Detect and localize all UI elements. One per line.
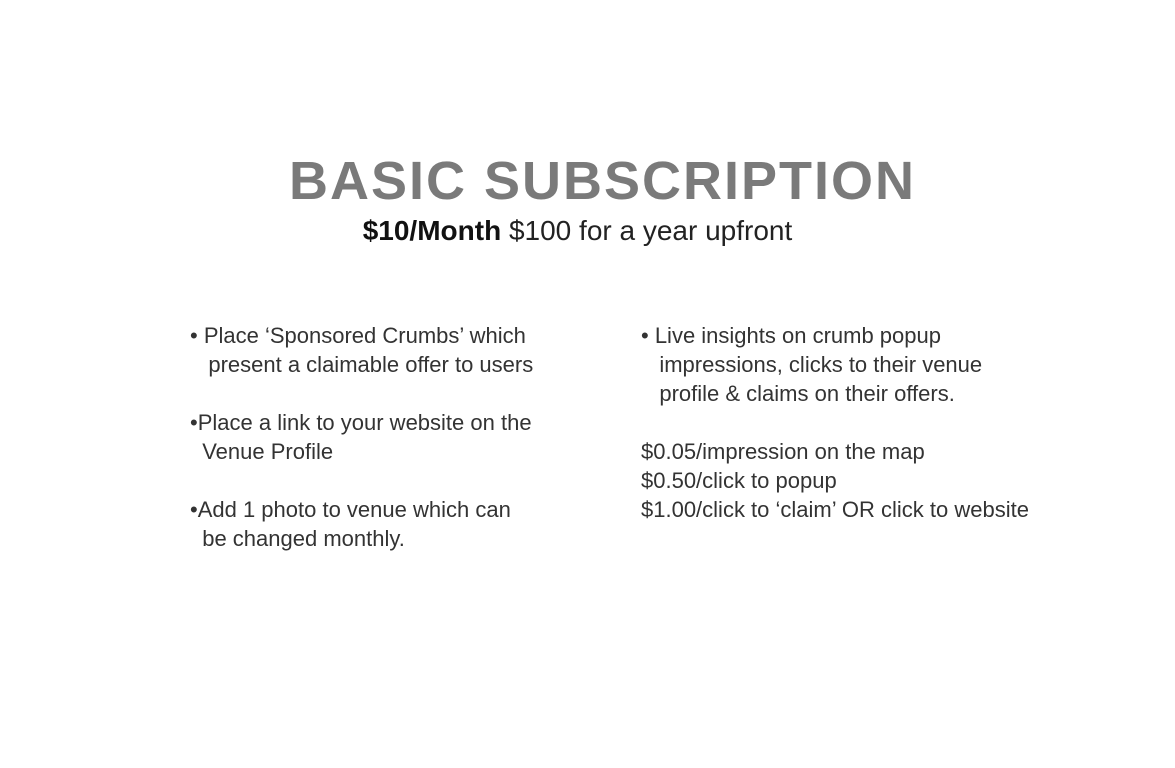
feature-list [190,321,610,553]
feature-item-live-insights [641,321,1161,408]
rate-popup-click: $0.50/click to popup [641,468,837,493]
feature-line: profile & claims on their offers. [641,381,955,406]
monthly-price: $10/Month [362,215,502,246]
page-title: BASIC SUBSCRIPTION [288,151,917,211]
feature-line: be changed monthly. [190,526,405,551]
rate-list [641,437,1161,524]
rate-claim-click: $1.00/click to ‘claim’ OR click to website [641,497,1029,522]
insights-and-rates [641,321,1161,524]
yearly-price: $100 for a year upfront [508,215,793,246]
rate-impression: $0.05/impression on the map [641,439,925,464]
feature-item-website-link [190,408,610,466]
feature-line: • Place ‘Sponsored Crumbs’ which [190,323,526,348]
spacer [641,408,1161,437]
feature-line: • Live insights on crumb popup [641,323,941,348]
spacer [190,466,610,495]
feature-line: •Add 1 photo to venue which can [190,497,511,522]
pricing-line [0,215,1175,247]
feature-item-venue-photo [190,495,610,553]
spacer [190,379,610,408]
feature-line: present a claimable offer to users [190,352,534,377]
feature-line: Venue Profile [190,439,334,464]
feature-line: •Place a link to your website on the [190,410,532,435]
feature-item-sponsored-crumbs [190,321,610,379]
feature-line: impressions, clicks to their venue [641,352,983,377]
